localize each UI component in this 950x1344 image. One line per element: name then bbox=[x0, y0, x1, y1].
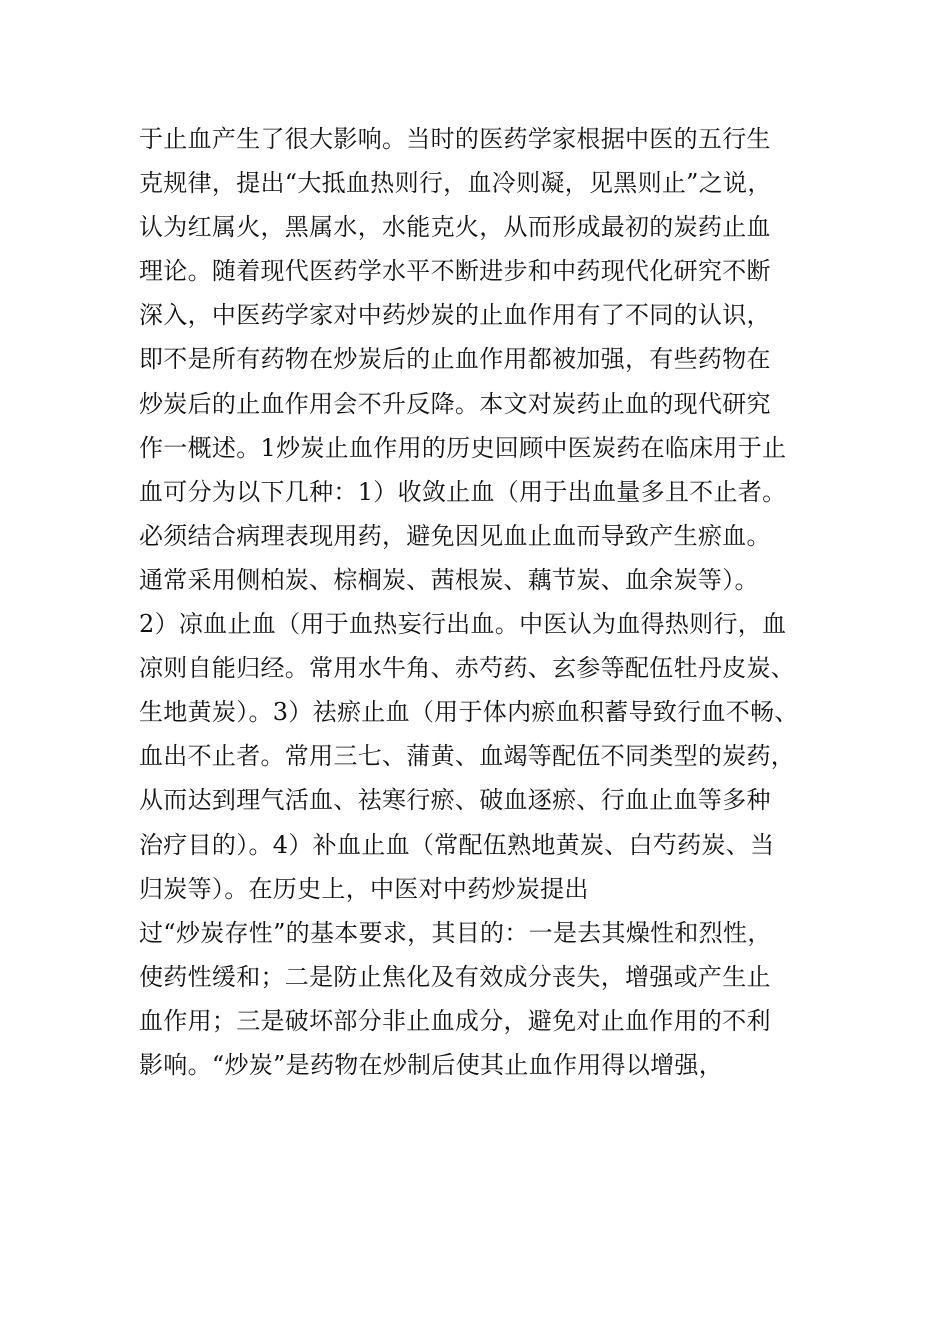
text-line: 理论。随着现代医药学水平不断进步和中药现代化研究不断 bbox=[139, 257, 771, 286]
text-line: 炒炭后的止血作用会不升反降。本文对炭药止血的现代研究 bbox=[139, 389, 771, 418]
text-line: 从而达到理气活血、祛寒行瘀、破血逐瘀、行血止血等多种 bbox=[139, 786, 771, 815]
text-line: 使药性缓和；二是防止焦化及有效成分丧失，增强或产生止 bbox=[139, 962, 771, 991]
text-line: 作一概述。1炒炭止血作用的历史回顾中医炭药在临床用于止 bbox=[139, 433, 787, 462]
text-line: 通常采用侧柏炭、棕榈炭、茜根炭、藕节炭、血余炭等）。 bbox=[139, 565, 759, 594]
body-text bbox=[139, 117, 839, 1087]
text-line: 认为红属火，黑属水，水能克火，从而形成最初的炭药止血 bbox=[139, 213, 771, 242]
text-line: 凉则自能归经。常用水牛角、赤芍药、玄参等配伍牡丹皮炭、 bbox=[139, 654, 796, 683]
text-line: 归炭等）。在历史上，中医对中药炒炭提出 bbox=[139, 874, 589, 903]
text-line: 血出不止者。常用三七、蒲黄、血竭等配伍不同类型的炭药， bbox=[139, 742, 796, 771]
text-line: 2）凉血止血（用于血热妄行出血。中医认为血得热则行，血 bbox=[139, 610, 787, 639]
text-line: 血可分为以下几种：1）收敛止血（用于出血量多且不止者。 bbox=[139, 477, 787, 506]
text-line: 生地黄炭）。3）祛瘀止血（用于体内瘀血积蓄导致行血不畅、 bbox=[139, 698, 799, 727]
text-line: 影响。“炒炭”是药物在炒制后使其止血作用得以增强， bbox=[139, 1050, 724, 1079]
text-line: 即不是所有药物在炒炭后的止血作用都被加强，有些药物在 bbox=[139, 345, 771, 374]
text-line: 治疗目的）。4）补血止血（常配伍熟地黄炭、白芍药炭、当 bbox=[139, 830, 775, 859]
text-line: 血作用；三是破坏部分非止血成分，避免对止血作用的不利 bbox=[139, 1006, 771, 1035]
text-line: 克规律，提出“大抵血热则行，血冷则凝，见黑则止”之说， bbox=[139, 169, 772, 198]
text-line: 深入，中医药学家对中药炒炭的止血作用有了不同的认识， bbox=[139, 301, 771, 330]
text-line: 过“炒炭存性”的基本要求，其目的：一是去其燥性和烈性， bbox=[139, 918, 772, 947]
text-line: 必须结合病理表现用药，避免因见血止血而导致产生瘀血。 bbox=[139, 521, 771, 550]
text-line: 于止血产生了很大影响。当时的医药学家根据中医的五行生 bbox=[139, 125, 771, 153]
